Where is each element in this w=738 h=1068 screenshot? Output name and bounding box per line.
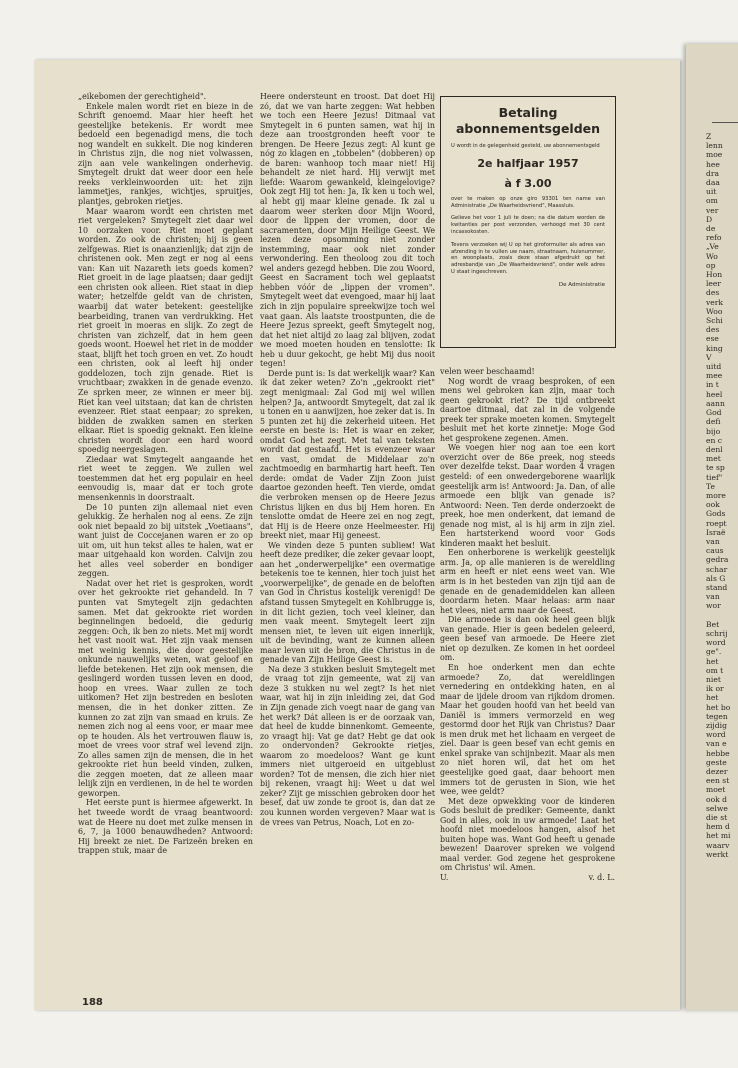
adjacent-page-line: en c — [706, 435, 723, 445]
adjacent-page-line: met — [706, 454, 721, 464]
adjacent-page-line: Gods — [706, 509, 726, 519]
paragraph: Nog wordt de vraag besproken, of een mens wel gebroken kan zijn, maar toch geen gekrookt riet? De tijd ontbreekt daartoe ditmaal, dat zal in de volgende preek ter sprake moeten komen. Smytegelt besluit met het korte zinnetje: Moge God het gesprokene zegenen. Amen. — [440, 376, 615, 443]
adjacent-page-line: het — [706, 656, 719, 666]
column-3-paragraphs — [440, 367, 615, 873]
notice-instructions: over te maken op onze giro 93301 ten name van Administratie „De Waarheidsvriend", Maassluis. — [451, 195, 605, 209]
paragraph: „eikebomen der gerechtigheid". — [78, 92, 207, 101]
adjacent-page-line: stand — [706, 582, 728, 592]
paragraph: We vinden deze 5 punten sublieм! Wat heeft deze prediker, die zeker gevaar loopt, aan het „onderwerpelijke" een overmatige betekenis toe te kennen, hier toch juist het „voorwerpelijke", de genade en de beloften van God in Christus kostelijk verenigd! De afstand tussen Smytegelt en Kohlbrugge is, in dit licht gezien, toch veel kleiner, dan men vaak meent. Smytegelt leert zijn mensen niet, te leven uit eigen innerlijk, uit de bevinding, want ze kunnen alleen maar leven uit de bron, die Christus in de genade van Zijn Heilige Geest is. — [260, 540, 435, 665]
adjacent-page-line: gedra — [706, 555, 729, 565]
adjacent-page-line: Bet — [706, 619, 720, 629]
notice-title-line2: abonnementsgelden — [455, 121, 601, 136]
adjacent-page-line: Schi — [706, 316, 723, 326]
adjacent-page-line: refo — [706, 233, 722, 243]
adjacent-page-line: selwe — [706, 803, 728, 813]
adjacent-page-line: moe — [706, 150, 723, 160]
adjacent-page-line: „Ve — [706, 242, 719, 252]
adjacent-page-line: Hon — [706, 270, 723, 280]
notice-request: Gelieve het voor 1 juli te doen; na die datum worden de kwitanties per post verzonden, verhoogd met 30 cent incassokosten. — [451, 215, 605, 235]
adjacent-page-line: aann — [706, 398, 725, 408]
notice-title-line1: Betaling — [498, 105, 558, 120]
adjacent-page-line — [706, 611, 738, 620]
adjacent-page-line: van — [706, 592, 720, 602]
adjacent-page-line: bijo — [706, 426, 721, 436]
signature-right: v. d. L. — [588, 872, 615, 882]
paragraph: Nadat over het riet is gesproken, wordt over het gekrookte riet gehandeld. In 7 punten vat Smytegelt zijn gedachten samen. Met dat gekrookte riet worden beginnelingen bedoeld, die gedurig zeggen: Och, ik ben zo niets. Met mij wordt het vast nooit wat. Het zijn vaak mensen met weinig kennis, die door geestelijke onkunde nauwelijks weten, wat geloof en liefde betekenen. Het zijn ook mensen, die geslingerd worden tussen leven en dood, hoop en vrees. Waar zullen ze toch uitkomen? Het zijn bestreden en besloten mensen, die in het donker zitten. Ze kunnen zo zat zijn van smaad en kruis. Ze nemen zich nog al eens voor, er maar mee op te houden. Als het vertrouwen flauw is, moet de vrees voor straf wel levend zijn. Zo alles samen zijn de mensen, die in het gekrookte riet hun beeld vinden, zulken, die zeggen moeten, dat ze alleen maar lelijk zijn en verdienen, in de hel te worden geworpen. — [78, 578, 253, 798]
text-column-3 — [440, 367, 615, 883]
notice-intro: U wordt in de gelegenheid gesteld, uw abonnementsgeld — [451, 143, 600, 149]
adjacent-page-line: denl — [706, 444, 723, 454]
paragraph: Heere ondersteunt en troost. Dat doet Hij zó, dat we van harte zeggen: Wat hebben we toch een Heere Jezus! Ditmaal vat Smytegelt in 6 punten samen, wat hij in deze aan troostgronden heeft voor te brengen. De Heere Jezus zegt: Al kunt ge nóg zo klagen en „tobbelen" (dobberen) op de baren: wanhoop toch maar niet! Hij behandelt ze niet hard. Hij verwijt met liefde: Waarom gewankeld, kleingelovige? Ook zegt Hij tot hen: Ja, Ik ken u toch wel, al hebt gij maar kleine genade. Ik zal u daarom weer sterken door Mijn Woord, door de lippen der vromen, door de sacramenten, door Mijn Heilige Geest. We lezen deze opsomming niet zonder instemming, maar ook niet zonder verwondering. Een theoloog zou dit toch wel anders gezegd hebben. Die zou Woord, Geest en Sacrament toch wel geplaatst hebben vóór de „lippen der vromen". Smytegelt weet dat evengoed, maar hij laat zich in zijn populaire spreekwijze toch wel vaat gaan. Als laatste troostpunten, die de Heere Jezus spreekt, geeft Smytegelt nog, dat het niet altijd zo laag zal blijven, zodat we moed moeten houden en tenslotte: Ik heb u duur gekocht, ge hebt Mij dus nooit tegen! — [260, 92, 435, 369]
adjacent-page-line: het mi — [706, 831, 731, 841]
adjacent-page-line: more — [706, 490, 726, 500]
adjacent-page-line: ver — [706, 205, 719, 215]
adjacent-page-line: God — [706, 408, 722, 418]
adjacent-page-line: het — [706, 693, 719, 703]
paragraph: De 10 punten zijn allemaal niet even gelukkig. Ze herhalen nog al eens. Ze zijn ook niet bepaald zo bij uitstek „Voetiaans", want juist de Coccejanen waren er zo op uit om, uit hun tekst alles te halen, wat er maar uitgehaald kon worden. Calvijn zou het alles veel soberder en bondiger zeggen. — [78, 502, 253, 579]
adjacent-page-line: op — [706, 260, 716, 270]
adjacent-page-line: roept — [706, 518, 727, 528]
paragraph: Ziedaar wat Smytegelt aangaande het riet weet te zeggen. We zullen wel toestemmen dat het erg populair en heel eenvoudig is, maar dat er toch grote mensenkennis in doorstraalt. — [78, 454, 253, 502]
adjacent-page-line: te sp — [706, 463, 725, 473]
adjacent-page-line: daa — [706, 178, 720, 188]
notice-amount: à f 3.00 — [504, 176, 552, 190]
adjacent-page-line: des — [706, 288, 720, 298]
paragraph: velen weer beschaamd! — [440, 367, 535, 376]
paragraph: Derde punt is: Is dat werkelijk waar? Kan ik dat zeker weten? Zo'n „gekrookt riet" zegt menigmaal: Zal God mij wel willen helpen? Ja, antwoordt Smytegelt, dat zal ik u tonen en u aanwijzen, hoe zeker dat is. In 5 punten zet hij die zekerheid uiteen. Het eerste en beste is: Het is waar en zeker, omdat God het zegt. Met tal van teksten wordt dat gestaafd. Het is evenzeer waar en vast, omdat de Middelaar zo'n zachtmoedig en barmhartig hart heeft. Ten derde: omdat de Vader Zijn Zoon juist daartoe gezonden heeft. Ten vierde, omdat die verbroken mensen op de Heere Jezus Christus lijken en dus bij Hem horen. En tenslotte omdat de Heere zei en nog zegt, dat Hij is de Heere onze Heelmeester. Hij breekt niet, maar Hij geneest. — [260, 368, 435, 541]
paragraph: We voegen hier nog aan toe een kort overzicht over de 86e preek, nog steeds over dezelfde tekst. Daar worden 4 vragen gesteld: of een onwedergeborene waarlijk geestelijk arm is! Antwoord: Ja. Dan, of alle armoede een blijk van genade is? Antwoord: Neen. Ten derde onderzoekt de preek, hoe men onderkent, dat iemand de genade nog mist, al is hij arm in zijn ziel. Een hartsterkend woord voor Gods kinderen maakt het besluit. — [440, 443, 615, 548]
adjacent-page-line: leer — [706, 279, 722, 289]
adjacent-page-line: schrij — [706, 628, 728, 638]
adjacent-page-line: in t — [706, 380, 719, 390]
adjacent-page-line: hem d — [706, 822, 730, 832]
adjacent-page-line: ik or — [706, 684, 724, 694]
adjacent-page-line: schar — [706, 564, 728, 574]
adjacent-page-line: dezer — [706, 767, 728, 777]
adjacent-page-line: Wo — [706, 251, 718, 261]
adjacent-page-line: ook d — [706, 794, 728, 804]
adjacent-page-line: heel — [706, 389, 723, 399]
adjacent-page-line: ge". — [706, 647, 722, 657]
adjacent-page-line: V — [706, 352, 712, 362]
adjacent-page-line: caus — [706, 546, 724, 556]
adjacent-page-line: een st — [706, 776, 730, 786]
adjacent-page-line: hee — [706, 159, 720, 169]
adjacent-page-line: Woo — [706, 306, 723, 316]
adjacent-page-line: moet — [706, 785, 726, 795]
adjacent-page-line: om t — [706, 665, 724, 675]
paragraph: Enkele malen wordt riet en bieze in de Schrift genoemd. Maar hier heeft het geestelijke betekenis. Er wordt mee bedoeld een begenadigd mens, die toch nog wandelt en sukkelt. Die nog kinderen in Christus zijn, die nog niet volwassen, zijn aan vele wankelingen onderhevig. Smytegelt drukt dat weer door een hele reeks verkleinwoorden uit: het zijn lammetjes, rankjes, wichtjes, spruitjes, plantjes, gebroken rietjes. — [78, 101, 253, 207]
page-number: 188 — [82, 997, 103, 1008]
adjacent-page-line: het bo — [706, 702, 731, 712]
subscription-notice — [440, 96, 616, 348]
adjacent-page-line: des — [706, 325, 720, 335]
notice-details: Tevens verzoeken wij U op het giroformulier als adres van afzending in te vullen uw naam, straatnaam, huisnummer, en woonplaats, zoals deze staan afgedrukt op het adresbandje van „De Waarheidsvriend", onder welk adres U staat ingeschreven. — [451, 241, 605, 275]
adjacent-page-line: uitd — [706, 362, 722, 372]
adjacent-page-line: Israë — [706, 527, 726, 537]
paragraph: Maar waarom wordt een christen met riet vergeleken? Smytegelt ziet daar wel 10 oorzaken voor. Riet moet geplant worden. Zo ook de christen; hij is geen zelfgewas. Riet is onaanzienlijk; dat zijn de christenen ook. Men zegt er nog al eens van: Kan uit Nazareth iets goeds komen? Riet groeit in de lage plaatsen; daar gedijt een christen ook alleen. Riet staat in diep water; hetzelfde geldt van de christen, waarbij dat water betekent: geestelijke bearbeiding, tranen van verdrukking. Het riet groeit in moeras en slijk. Zo zegt de christen van zichzelf, dat in hem geen goeds woont. Hoewel het riet in de modder staat, blijft het toch groen en vet. Zo houdt een christen, ook al leeft hij onder goddelozen, toch zijn genade. Riet is vruchtbaar; zwakken in de genade evenzo. Ze sprken meer, ze winnen er meer bij. Riet kan veel uitstaan; dat kan de christen evenzeer. Riet staat eenpaar; zo spreken, bidden de zwakken samen en sterken elkaar. Riet is spoedig geknakt. Een kleine christen wordt door een hard woord spoedig neergeslagen. — [78, 206, 253, 455]
adjacent-page-line: tegen — [706, 711, 728, 721]
adjacent-page-line: werkt — [706, 849, 729, 859]
adjacent-page-line: als G — [706, 573, 726, 583]
adjacent-page-line: om — [706, 196, 718, 206]
adjacent-page-line: van e — [706, 739, 727, 749]
adjacent-page-line: lenn — [706, 141, 723, 151]
paragraph: Na deze 3 stukken besluit Smytegelt met de vraag tot zijn gemeente, wat zij van deze 3 stukken nu wel zegt? Is het niet waar, wat hij in zijn inleiding zei, dat God in Zijn genade zich voegt naar de gang van het werk? Dát alleen is er de oorzaak van, dat heel de kudde binnenkomt. Gemeente, zo vraagt hij: Vat ge dat? Hebt ge dat ook zo ondervonden? Gekrookte rietjes, waarom zo moedeloos? Want ge kunt immers niet uitgeroeid en uitgeblust worden? Tot de mensen, die zich hier niet bij rekenen, vraagt hij: Weet u dat wel zeker? Zijt ge misschien gebroken door het besef, dat uw zonde te groot is, dan dat ze zou kunnen worden vergeven? Maar wat is de vrees van Petrus, Noach, Lot en zo- — [260, 664, 435, 827]
paragraph: Het eerste punt is hiermee afgewerkt. In het tweede wordt de vraag beantwoord: wat de Heere nu doet met zulke mensen in 6, 7, ja 1000 benauwdheden? Antwoord: Hij breekt ze niet. De Farizeën breken en trappen stuk, maar de — [78, 798, 253, 856]
notice-half-year: 2e halfjaar 1957 — [477, 156, 579, 170]
adjacent-page-line: die st — [706, 813, 728, 823]
text-column-2 — [260, 92, 435, 827]
adjacent-page-line: word — [706, 730, 726, 740]
adjacent-page-line: de — [706, 224, 716, 234]
paragraph: Een onherborene is werkelijk geestelijk arm. Ja, op alle manieren is de wereldling arm en heeft er niet eens weet van. Wie arm is in het besteden van zijn tijd aan de genade en de genademiddelen kan alleen doordarm heten. Maar helaas: arm naar het vlees, niet arm naar de Geest. — [440, 548, 615, 615]
paragraph: En hoe onderkent men dan echte armoede? Zo, dat wereldlingen vernedering en ontdekking haten, en al maar de ijdele droom van rijkdom dromen. Maar het gouden hoofd van het beeld van Daniël is immers vermorzeld en weg gestormd door het Rijk van Christus? Daar is men druk met het lichaam en vergeet de ziel. Daar is geen besef van echt gemis en enkel sprake van schijnbezit. Maar als men zo niet horen wil, dat het om het geestelijke goed gaat, daar behoort men immers tot de gerusten in Sion, wie het wee, wee geldt? — [440, 662, 615, 797]
adjacent-page-line: D — [706, 214, 713, 224]
adjacent-page-line: verk — [706, 297, 724, 307]
adjacent-page-line: defi — [706, 417, 721, 427]
adjacent-page-line: dra — [706, 168, 720, 178]
adjacent-page-line: waarv — [706, 840, 730, 850]
adjacent-page-line: tief" — [706, 472, 723, 482]
adjacent-page-rule — [712, 122, 738, 123]
adjacent-page-line: zijdig — [706, 721, 727, 730]
notice-signature: De Administratie — [558, 281, 605, 288]
adjacent-page-line: king — [706, 343, 723, 353]
adjacent-page-line: ook — [706, 500, 720, 510]
adjacent-page-line: word — [706, 638, 726, 648]
adjacent-page-line: hebbe — [706, 748, 730, 758]
adjacent-page-line: van — [706, 536, 720, 546]
paragraph: Die armoede is dan ook heel geen blijk van genade. Hier is geen bedelen geleerd, geen besef van armoede. De Heere ziet niet op dezulken. Ze komen in het oordeel om. — [440, 615, 615, 663]
article-signature — [440, 873, 615, 883]
signature-left: U. — [440, 872, 449, 882]
adjacent-page-line: mee — [706, 371, 723, 381]
adjacent-page-line: geste — [706, 757, 727, 767]
adjacent-page-line: Te — [706, 481, 715, 491]
adjacent-page-line: niet — [706, 674, 721, 684]
adjacent-page-line: wor — [706, 601, 721, 611]
adjacent-page-line: uit — [706, 187, 717, 197]
adjacent-page-line: Z — [706, 132, 712, 141]
adjacent-page-line: ese — [706, 334, 719, 344]
paragraph: Met deze opwekking voor de kinderen Gods besluit de prediker: Gemeente, dankt God in alles, ook in uw armoede! Laat het hoofd niet moedeloos hangen, alsof het buiten hope was. Want God heeft u genade bewezen! Daarover spreken we volgend maal verder. God zegene het gesprokene om Christus' wil. Amen. — [440, 796, 615, 873]
adjacent-page-text — [706, 132, 738, 859]
text-column-1 — [78, 92, 253, 856]
